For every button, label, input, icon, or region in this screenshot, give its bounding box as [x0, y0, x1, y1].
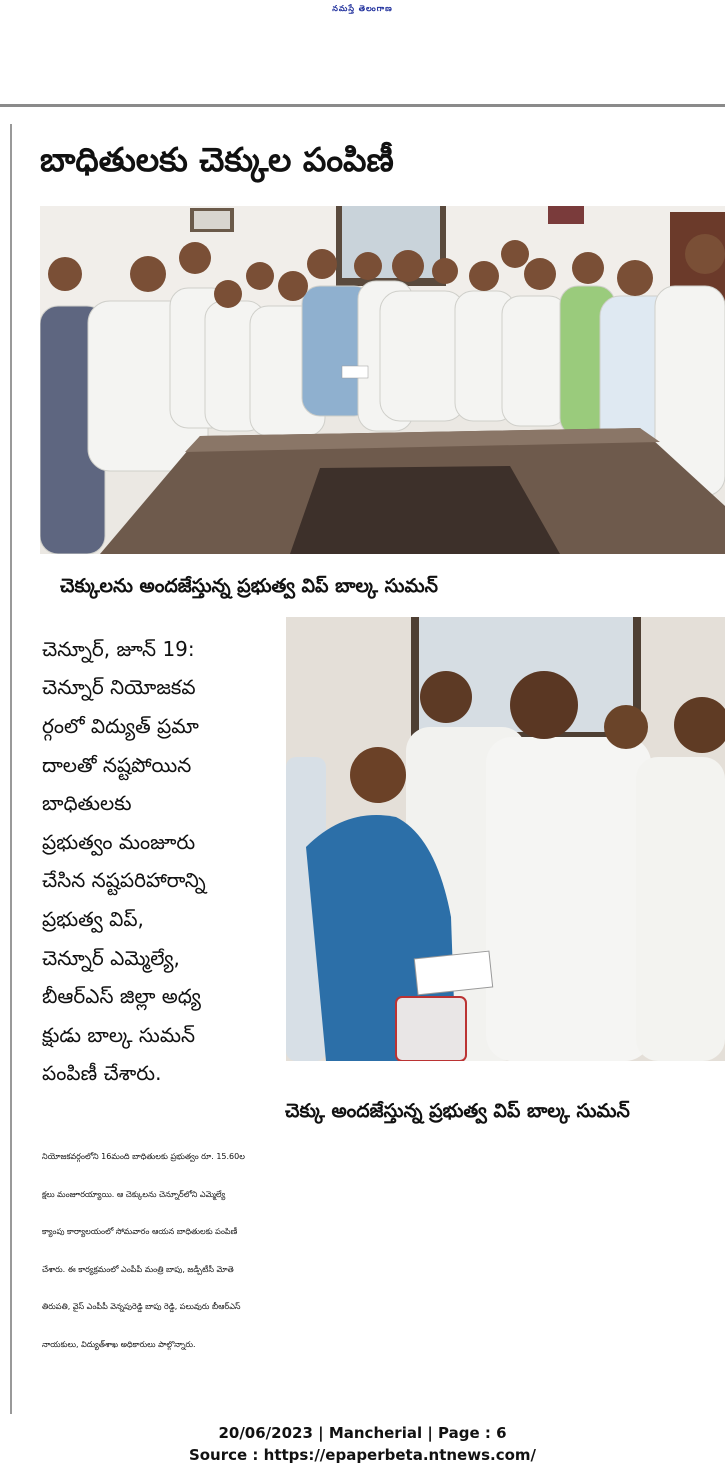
cheque-photo-illustration	[286, 617, 725, 1061]
news-photo-group	[40, 206, 725, 554]
paragraph-line: క్యాంపు కార్యాలయంలో సోమవారం ఆయన బాధితులకు పంపిణీ	[42, 1227, 238, 1236]
group-photo-illustration	[40, 206, 725, 554]
article-paragraph	[42, 1138, 725, 1363]
paragraph-line: నాయకులు, విద్యుత్‌శాఖ అధికారులు పాల్గొన్నారు.	[42, 1339, 196, 1349]
column-line: ప్రభుత్వం మంజూరు	[42, 829, 196, 854]
column-rule	[10, 124, 12, 1414]
paragraph-line: నియోజకవర్గంలోని 16మంది బాధితులకు ప్రభుత్వం రూ. 15.60ల	[42, 1152, 245, 1161]
column-line: ర్గంలో విద్యుత్ ప్రమా	[42, 713, 199, 738]
column-line: చెన్నూర్ నియోజకవ	[42, 675, 196, 700]
column-line: దాలతో నష్టపోయిన	[42, 752, 192, 777]
column-line: బాధితులకు	[42, 791, 132, 816]
photo-caption-1: చెక్కులను అందజేస్తున్న ప్రభుత్వ విప్ బాల్క సుమన్	[60, 575, 438, 597]
newspaper-title: నమస్తే తెలంగాణ	[332, 4, 393, 13]
news-photo-cheque	[286, 617, 725, 1061]
masthead	[0, 0, 725, 104]
column-line: క్షుడు బాల్క సుమన్	[42, 1022, 196, 1047]
column-line: చెన్నూర్ ఎమ్మెల్యే,	[42, 945, 180, 970]
column-line: ప్రభుత్వ విప్,	[42, 906, 144, 931]
paragraph-line: చేశారు. ఈ కార్యక్రమంలో ఎంపీపీ మంత్రి బాపు, జడ్పీటీసీ మోతె	[42, 1264, 234, 1274]
paragraph-line: తిరుపతి, వైస్ ఎంపీపీ వెన్నపురెడ్డి బాపు రెడ్డి, పలువురు బీఆర్ఎస్	[42, 1302, 241, 1311]
article-headline: బాధితులకు చెక్కుల పంపిణీ	[40, 140, 394, 179]
paragraph-line: క్షలు మంజూరయ్యాయి. ఆ చెక్కులను చెన్నూర్‌లోని ఎమ్మెల్యే	[42, 1189, 226, 1199]
column-line: బీఆర్ఎస్ జిల్లా అధ్య	[42, 984, 201, 1009]
photo-caption-2: చెక్కు అందజేస్తున్న ప్రభుత్వ విప్ బాల్క సుమన్	[285, 1100, 630, 1122]
masthead-divider	[0, 104, 725, 107]
column-line: పంపిణీ చేశారు.	[42, 1061, 162, 1086]
column-line: చెన్నూర్, జూన్ 19:	[42, 636, 195, 661]
footer-date-edition: 20/06/2023 | Mancherial | Page : 6	[218, 1424, 507, 1442]
footer-source: Source : https://epaperbeta.ntnews.com/	[188, 1446, 537, 1464]
column-line: చేసిన నష్టపరిహారాన్ని	[42, 868, 206, 893]
article-column	[42, 632, 266, 1095]
